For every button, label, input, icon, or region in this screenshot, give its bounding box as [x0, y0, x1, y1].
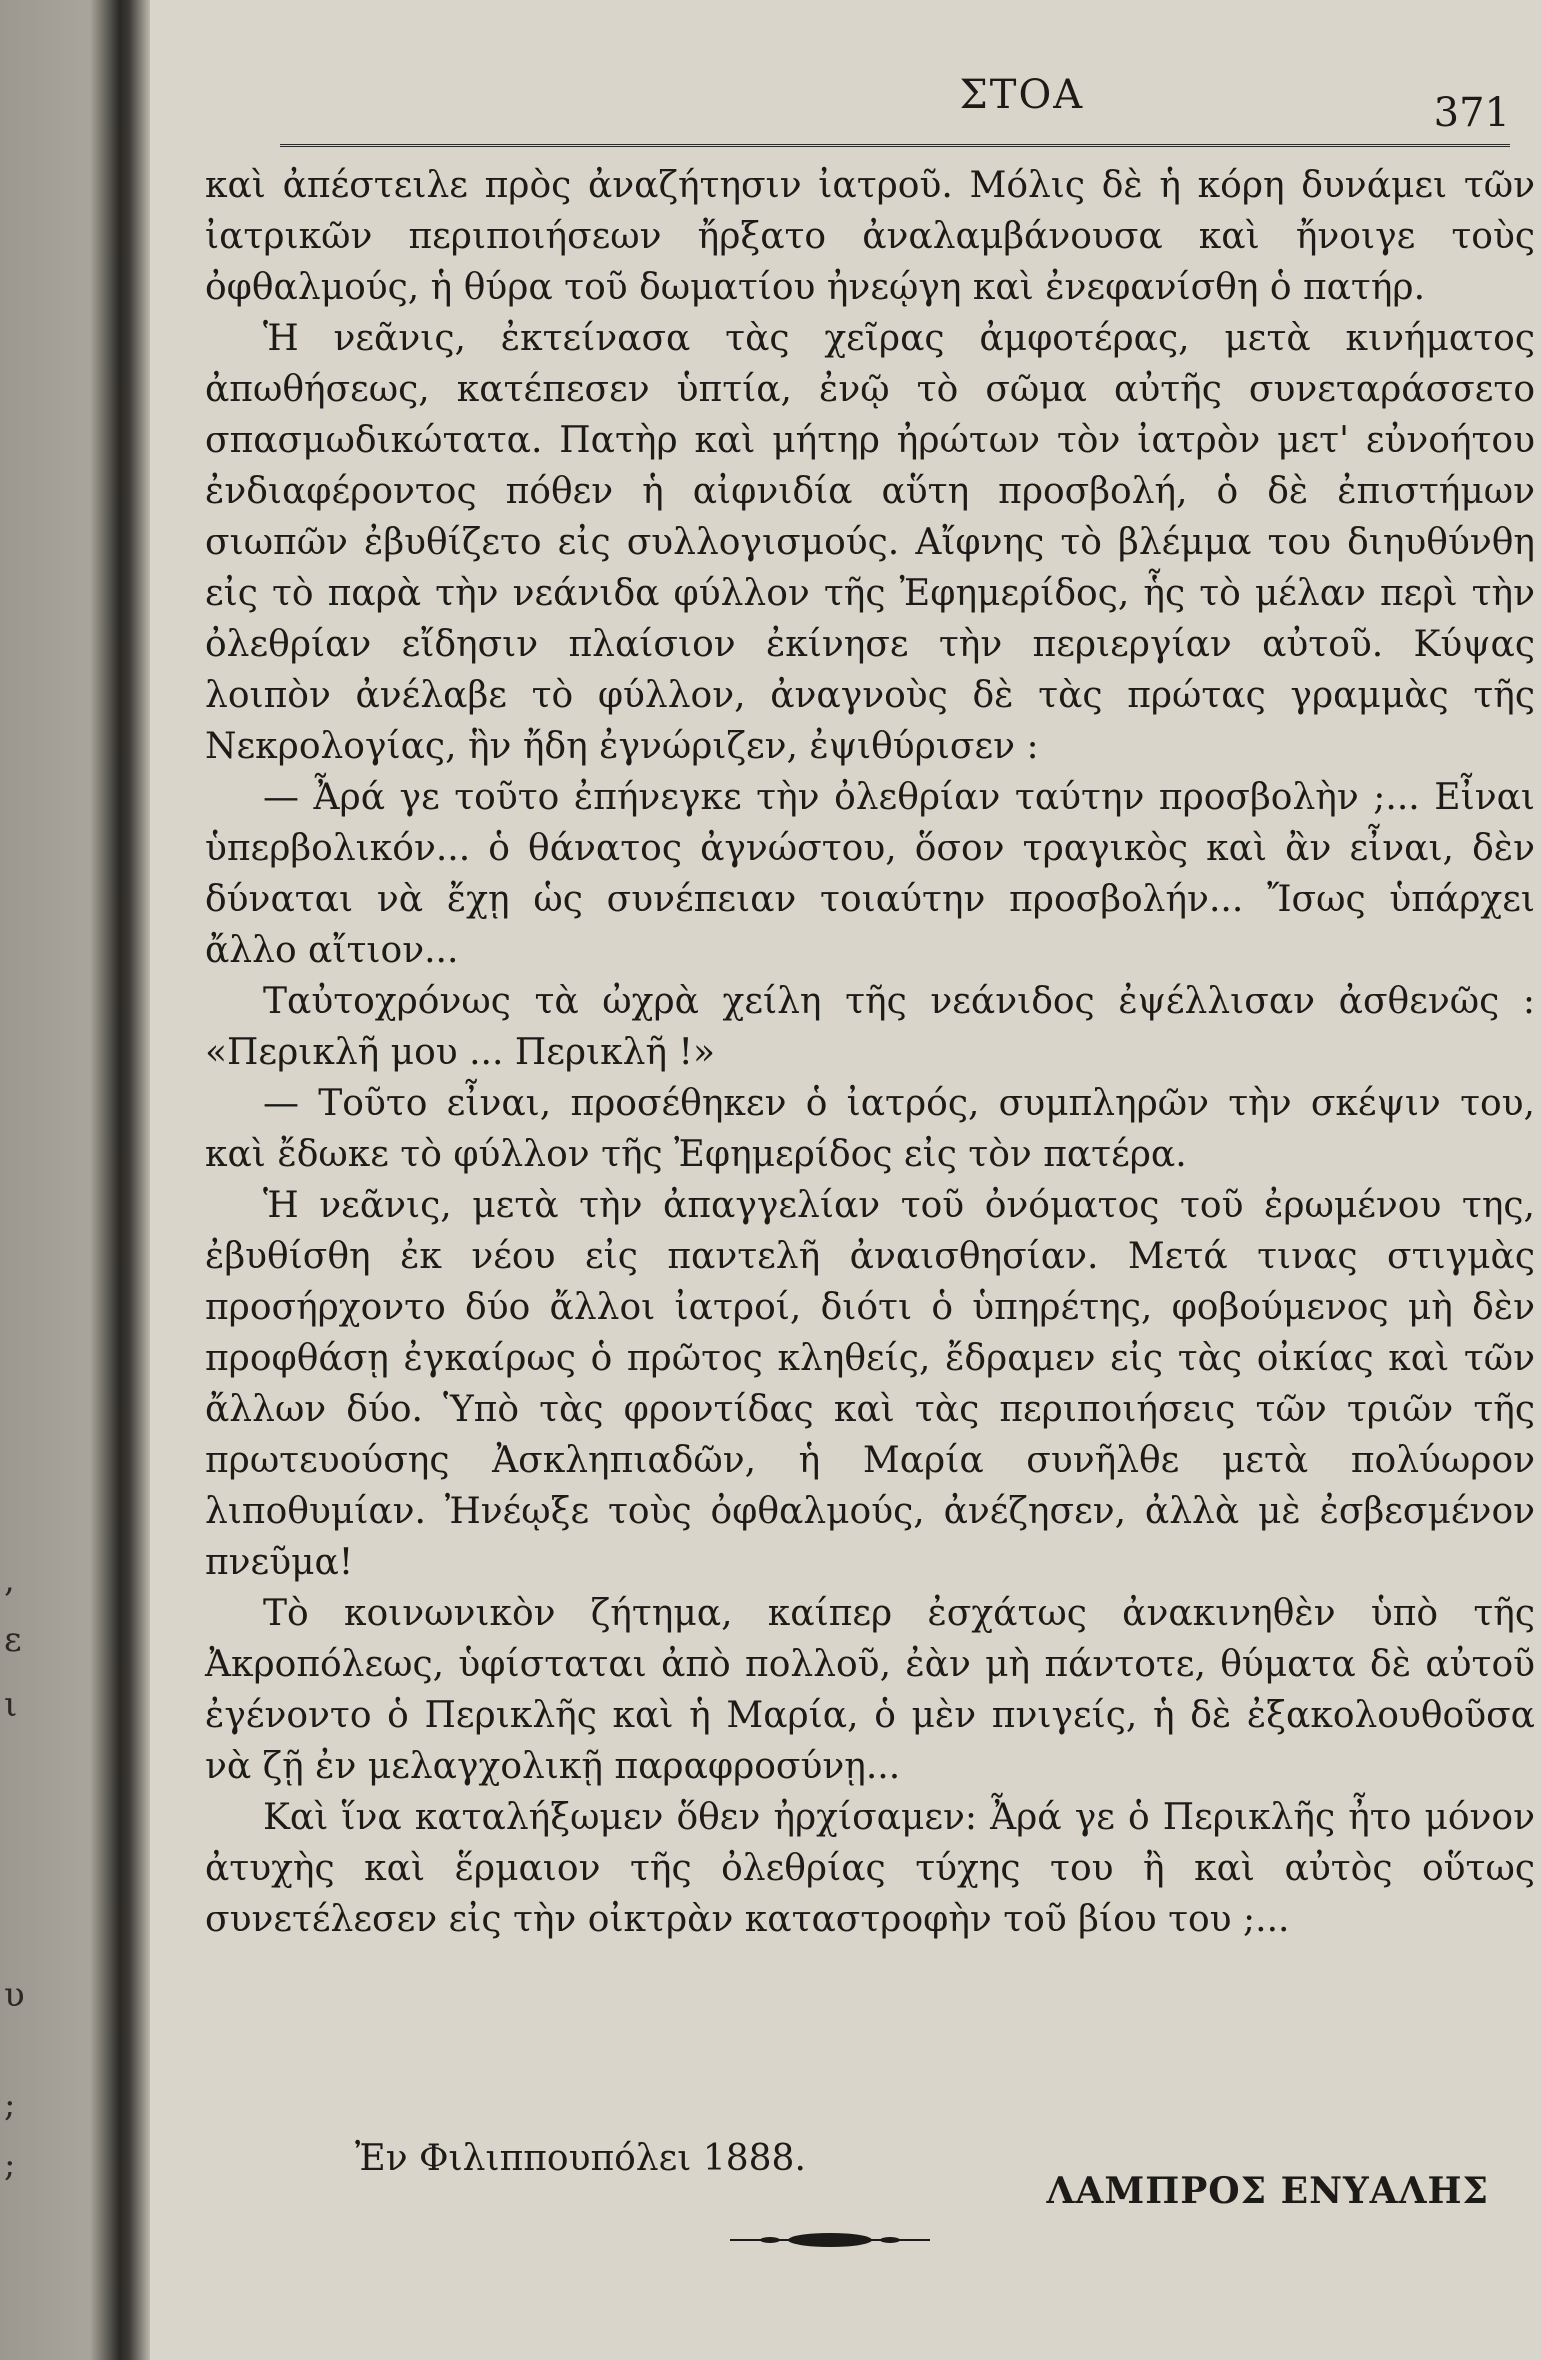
author-signature: ΛΑΜΠΡΟΣ ΕΝΥΑΛΗΣ	[1046, 2170, 1489, 2212]
book-page	[150, 0, 1541, 2360]
dateline: Ἐν Φιλιππουπόλει 1888.	[355, 2138, 806, 2179]
body-text	[205, 160, 1535, 1945]
page-number: 371	[1433, 90, 1510, 136]
page-header	[280, 72, 1510, 136]
end-ornament	[730, 2226, 930, 2254]
facing-page-mark: ;	[4, 2145, 16, 2185]
paragraph: Ἡ νεᾶνις, μετὰ τὴν ἀπαγγελίαν τοῦ ὀνόματος τοῦ ἐρωμένου της, ἐβυθίσθη ἐκ νέου εἰς παντελῆ ἀναισθησίαν. Μετά τινας στιγμὰς προσήρχοντο δύο ἄλλοι ἰατροί, διότι ὁ ὑπηρέτης, φοβούμενος μὴ δὲν προφθάσῃ ἐγκαίρως ὁ πρῶτος κληθείς, ἔδραμεν εἰς τὰς οἰκίας καὶ τῶν ἄλλων δύο. Ὑπὸ τὰς φροντίδας καὶ τὰς περιποιήσεις τῶν τριῶν τῆς πρωτευούσης Ἀσκληπιαδῶν, ἡ Μαρία συνῆλθε μετὰ πολύωρον λιποθυμίαν. Ἠνέῳξε τοὺς ὀφθαλμούς, ἀνέζησεν, ἀλλὰ μὲ ἐσβεσμένον πνεῦμα!	[205, 1185, 1535, 1583]
header-rule	[280, 138, 1510, 147]
facing-page-mark: ;	[4, 2085, 16, 2125]
paragraph: — Τοῦτο εἶναι, προσέθηκεν ὁ ἰατρός, συμπληρῶν τὴν σκέψιν του, καὶ ἔδωκε τὸ φύλλον τῆς Ἐφημερίδος εἰς τὸν πατέρα.	[205, 1083, 1535, 1175]
paragraph: Καὶ ἵνα καταλήξωμεν ὅθεν ἠρχίσαμεν: Ἆρά γε ὁ Περικλῆς ἦτο μόνον ἀτυχὴς καὶ ἕρμαιον τῆς ὀλεθρίας τύχης του ἢ καὶ αὐτὸς οὕτως συνετέλεσεν εἰς τὴν οἰκτρὰν καταστροφὴν τοῦ βίου του ;...	[205, 1797, 1535, 1940]
facing-page-mark: ,	[4, 1560, 15, 1600]
facing-page-mark: ε	[4, 1620, 22, 1660]
facing-page-edge	[0, 0, 40, 2360]
paragraph: Τὸ κοινωνικὸν ζήτημα, καίπερ ἐσχάτως ἀνακινηθὲν ὑπὸ τῆς Ἀκροπόλεως, ὑφίσταται ἀπὸ πολλοῦ, ἐὰν μὴ πάντοτε, θύματα δὲ αὐτοῦ ἐγένοντο ὁ Περικλῆς καὶ ἡ Μαρία, ὁ μὲν πνιγείς, ἡ δὲ ἐξακολουθοῦσα νὰ ζῇ ἐν μελαγχολικῇ παραφροσύνῃ...	[205, 1593, 1535, 1787]
facing-page-mark: υ	[4, 1975, 25, 2015]
paragraph: — Ἆρά γε τοῦτο ἐπήνεγκε τὴν ὀλεθρίαν ταύτην προσβολὴν ;... Εἶναι ὑπερβολικόν... ὁ θάνατος ἀγνώστου, ὅσον τραγικὸς καὶ ἂν εἶναι, δὲν δύναται νὰ ἔχῃ ὡς συνέπειαν τοιαύτην προσβολήν... Ἴσως ὑπάρχει ἄλλο αἴτιον...	[205, 777, 1535, 971]
paragraph: Ταὐτοχρόνως τὰ ὠχρὰ χείλη τῆς νεάνιδος ἐψέλλισαν ἀσθενῶς : «Περικλῆ μου ... Περικλῆ !»	[205, 981, 1535, 1073]
running-title: ΣΤΟΑ	[959, 72, 1085, 118]
paragraph: Ἡ νεᾶνις, ἐκτείνασα τὰς χεῖρας ἀμφοτέρας, μετὰ κινήματος ἀπωθήσεως, κατέπεσεν ὑπτία, ἐνῷ τὸ σῶμα αὐτῆς συνεταράσσετο σπασμωδικώτατα. Πατὴρ καὶ μήτηρ ἠρώτων τὸν ἰατρὸν μετ' εὐνοήτου ἐνδιαφέροντος πόθεν ἡ αἰφνιδία αὕτη προσβολή, ὁ δὲ ἐπιστήμων σιωπῶν ἐβυθίζετο εἰς συλλογισμούς. Αἴφνης τὸ βλέμμα του διηυθύνθη εἰς τὸ παρὰ τὴν νεάνιδα φύλλον τῆς Ἐφημερίδος, ἧς τὸ μέλαν περὶ τὴν ὀλεθρίαν εἴδησιν πλαίσιον ἐκίνησε τὴν περιεργίαν αὐτοῦ. Κύψας λοιπὸν ἀνέλαβε τὸ φύλλον, ἀναγνοὺς δὲ τὰς πρώτας γραμμὰς τῆς Νεκρολογίας, ἣν ἤδη ἐγνώριζεν, ἐψιθύρισεν :	[205, 318, 1535, 767]
paragraph: καὶ ἀπέστειλε πρὸς ἀναζήτησιν ἰατροῦ. Μόλις δὲ ἡ κόρη δυνάμει τῶν ἰατρικῶν περιποιήσεων ἤρξατο ἀναλαμβάνουσα καὶ ἤνοιγε τοὺς ὀφθαλμούς, ἡ θύρα τοῦ δωματίου ἠνεῴγη καὶ ἐνεφανίσθη ὁ πατήρ.	[205, 165, 1535, 308]
facing-page-mark: ι	[4, 1685, 18, 1725]
